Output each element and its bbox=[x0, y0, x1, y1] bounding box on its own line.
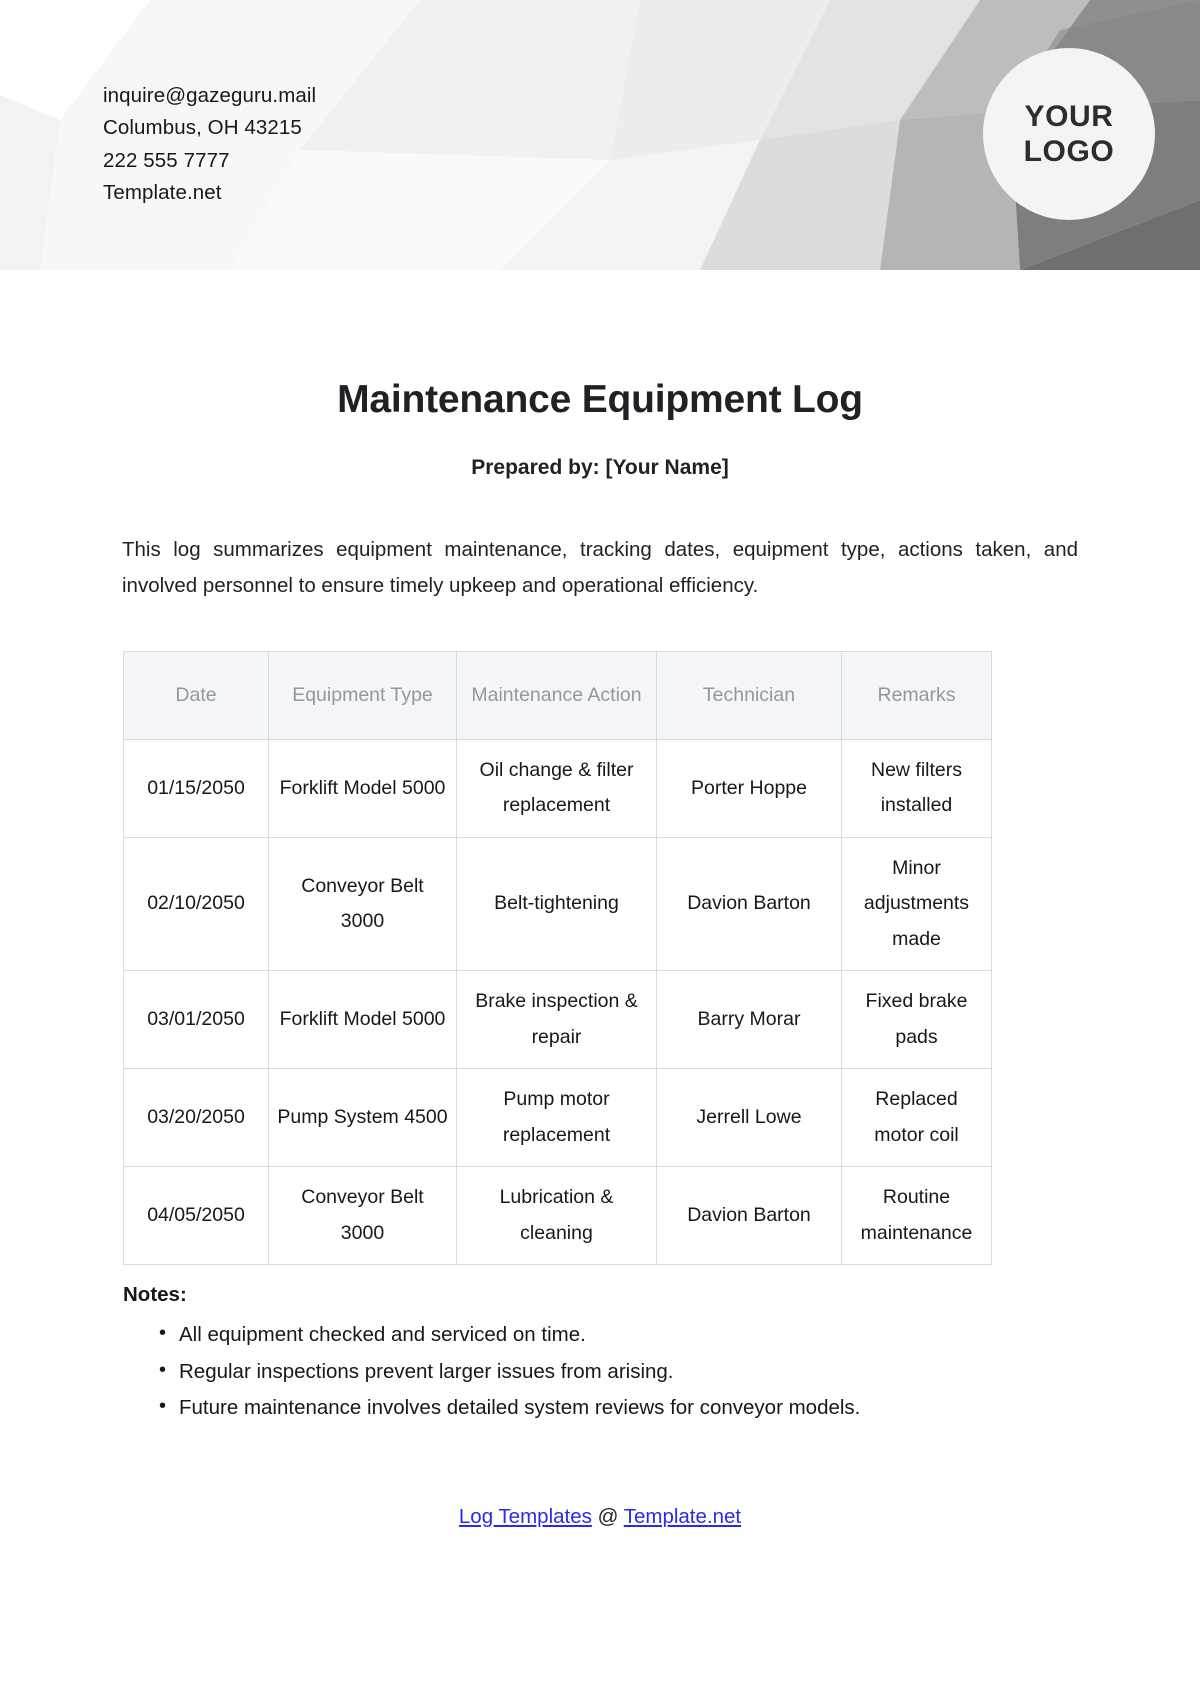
table-row bbox=[124, 971, 992, 1069]
contact-phone: 222 555 7777 bbox=[103, 148, 230, 172]
page-header-banner bbox=[0, 0, 1200, 270]
cell-date: 04/05/2050 bbox=[124, 1167, 269, 1265]
cell-equipment-type: Conveyor Belt 3000 bbox=[269, 1167, 457, 1265]
logo-line-1: YOUR bbox=[1024, 99, 1114, 133]
cell-equipment-type: Forklift Model 5000 bbox=[269, 971, 457, 1069]
list-item: • All equipment checked and serviced on time. bbox=[159, 1317, 1100, 1353]
log-templates-link[interactable]: Log Templates bbox=[458, 1504, 592, 1528]
cell-remarks: New filters installed bbox=[842, 739, 992, 837]
cell-equipment-type: Conveyor Belt 3000 bbox=[269, 837, 457, 970]
cell-technician: Barry Morar bbox=[657, 971, 842, 1069]
prepared-by-line: Prepared by: [Your Name] bbox=[471, 456, 729, 479]
cell-date: 03/20/2050 bbox=[124, 1069, 269, 1167]
contact-address: Columbus, OH 43215 bbox=[103, 116, 302, 140]
footer-separator: @ bbox=[591, 1504, 624, 1528]
logo-line-2: LOGO bbox=[1023, 135, 1115, 168]
table-row bbox=[124, 739, 992, 837]
notes-list bbox=[100, 1317, 1100, 1426]
maintenance-log-table bbox=[123, 651, 992, 1265]
cell-technician: Jerrell Lowe bbox=[657, 1069, 842, 1167]
column-header-date: Date bbox=[124, 651, 269, 739]
cell-maintenance-action: Lubrication & cleaning bbox=[457, 1167, 657, 1265]
intro-paragraph: This log summarizes equipment maintenance, tracking dates, equipment type, actions taken, and involved personnel to ensure timely upkeep and operational efficiency. bbox=[122, 538, 1078, 598]
cell-maintenance-action: Belt-tightening bbox=[457, 837, 657, 970]
document-body bbox=[0, 378, 1200, 1529]
cell-technician: Davion Barton bbox=[657, 1167, 842, 1265]
cell-date: 02/10/2050 bbox=[124, 837, 269, 970]
footer bbox=[100, 1505, 1100, 1529]
table-row bbox=[124, 1069, 992, 1167]
contact-email: inquire@gazeguru.mail bbox=[103, 84, 317, 107]
table-header-row bbox=[124, 651, 992, 739]
cell-date: 03/01/2050 bbox=[124, 971, 269, 1069]
cell-maintenance-action: Oil change & filter replacement bbox=[457, 739, 657, 837]
cell-remarks: Replaced motor coil bbox=[842, 1069, 992, 1167]
contact-info-block bbox=[103, 80, 316, 210]
list-item: • Future maintenance involves detailed system reviews for conveyor models. bbox=[159, 1390, 1100, 1426]
cell-technician: Porter Hoppe bbox=[657, 739, 842, 837]
column-header-remarks: Remarks bbox=[842, 651, 992, 739]
column-header-equipment-type: Equipment Type bbox=[269, 651, 457, 739]
table-row bbox=[124, 1167, 992, 1265]
cell-remarks: Routine maintenance bbox=[842, 1167, 992, 1265]
contact-website: Template.net bbox=[103, 181, 222, 205]
template-net-link[interactable]: Template.net bbox=[623, 1504, 742, 1528]
cell-technician: Davion Barton bbox=[657, 837, 842, 970]
cell-equipment-type: Forklift Model 5000 bbox=[269, 739, 457, 837]
cell-remarks: Fixed brake pads bbox=[842, 971, 992, 1069]
cell-maintenance-action: Pump motor replacement bbox=[457, 1069, 657, 1167]
cell-remarks: Minor adjustments made bbox=[842, 837, 992, 970]
list-item: • Regular inspections prevent larger issues from arising. bbox=[159, 1354, 1100, 1390]
column-header-technician: Technician bbox=[657, 651, 842, 739]
column-header-maintenance-action: Maintenance Action bbox=[457, 651, 657, 739]
notes-heading: Notes: bbox=[123, 1283, 187, 1307]
table-row bbox=[124, 837, 992, 970]
cell-maintenance-action: Brake inspection & repair bbox=[457, 971, 657, 1069]
page-title: Maintenance Equipment Log bbox=[337, 378, 863, 421]
cell-date: 01/15/2050 bbox=[124, 739, 269, 837]
cell-equipment-type: Pump System 4500 bbox=[269, 1069, 457, 1167]
logo-placeholder bbox=[983, 48, 1155, 220]
